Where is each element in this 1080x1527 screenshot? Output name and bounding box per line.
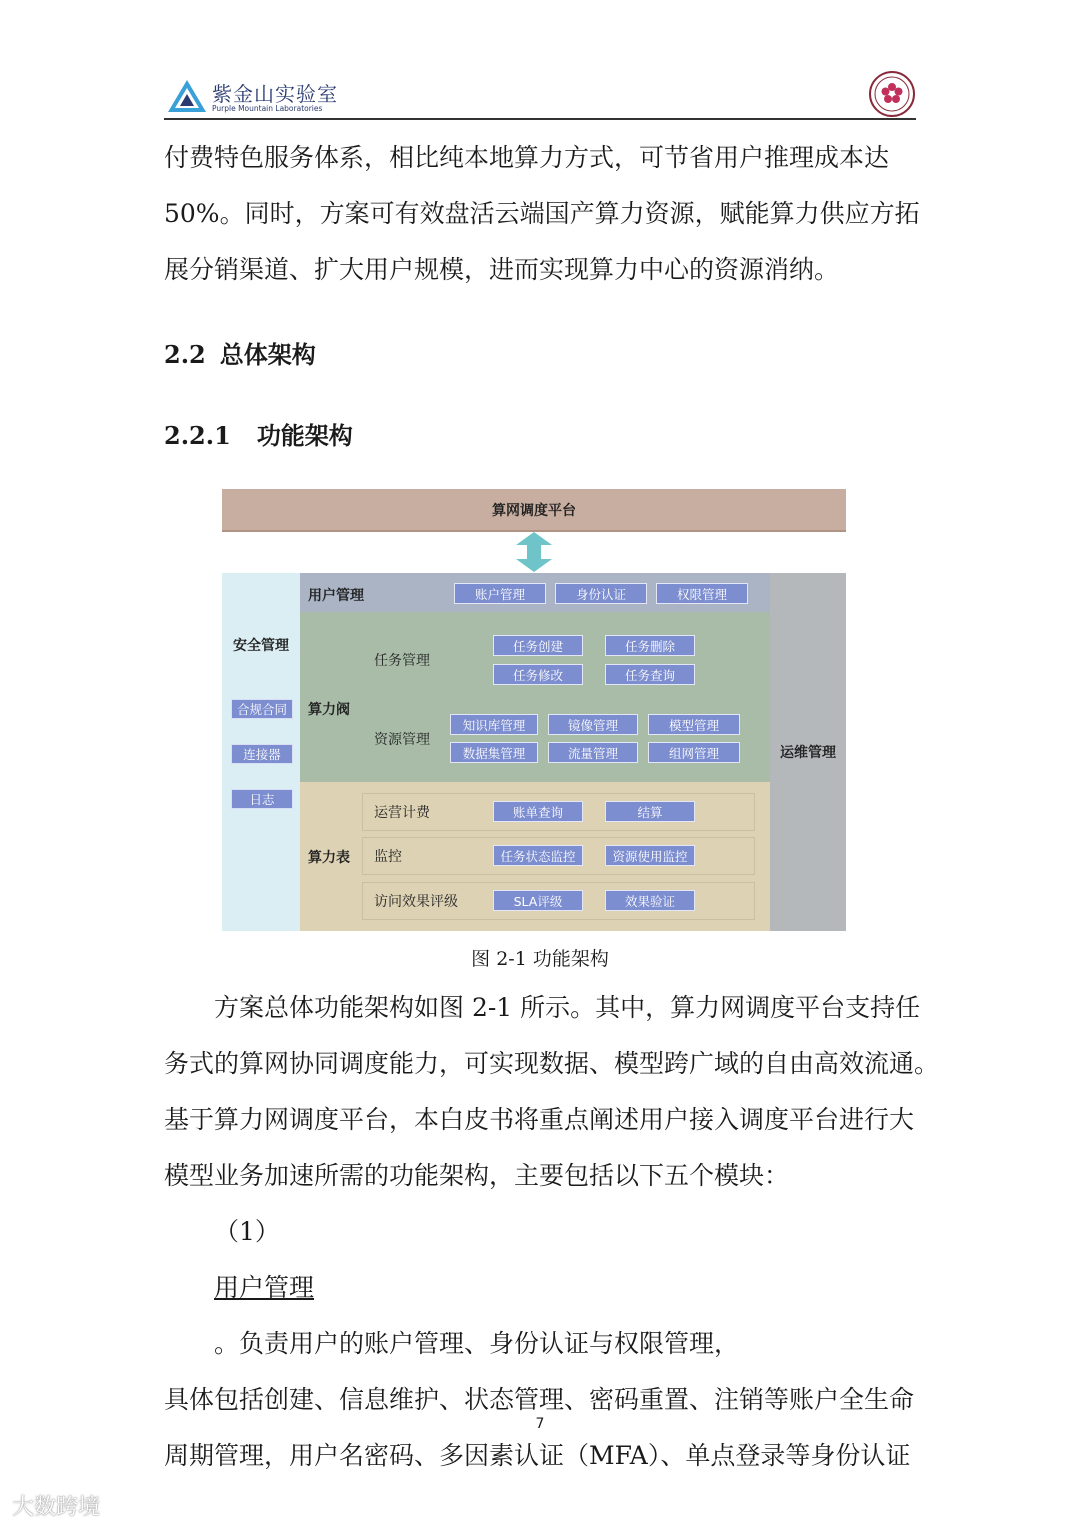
logo-english-text: Purple Mountain Laboratories: [212, 104, 323, 113]
task-mgmt-label: 任务管理: [374, 653, 430, 669]
task-item-delete: 任务删除: [605, 635, 695, 656]
bidirectional-arrow-icon: [514, 531, 554, 573]
scheduling-platform-bar: 算网调度平台: [222, 489, 846, 532]
task-item-create: 任务创建: [493, 635, 583, 656]
text-line: 务式的算网协同调度能力，可实现数据、模型跨广域的自由高效流通。: [164, 1049, 940, 1078]
task-item-query: 任务查询: [605, 664, 695, 685]
watermark: 大数跨境: [12, 1495, 101, 1520]
architecture-diagram: [222, 489, 846, 931]
list-item-text: 。负责用户的账户管理、身份认证与权限管理，: [214, 1329, 740, 1358]
billing-item-bill: 账单查询: [493, 801, 583, 822]
page-header: [164, 68, 916, 118]
monitor-item-resource: 资源使用监控: [605, 845, 695, 866]
billing-label: 运营计费: [374, 805, 430, 821]
subsection-number: 2.2.1: [164, 421, 231, 450]
user-item-auth: 身份认证: [555, 583, 647, 604]
user-item-permission: 权限管理: [656, 583, 748, 604]
res-item-network: 组网管理: [648, 742, 740, 763]
header-rule: [164, 118, 916, 120]
list-item-user-mgmt: [164, 1204, 916, 1372]
subsection-heading: [164, 416, 353, 451]
paragraph-architecture: [164, 980, 940, 1484]
res-item-model: 模型管理: [648, 714, 740, 735]
text-line: 具体包括创建、信息维护、状态管理、密码重置、注销等账户全生命: [164, 1385, 915, 1414]
resource-mgmt-label: 资源管理: [374, 732, 430, 748]
compute-table-title: 算力表: [308, 850, 350, 866]
section-number: 2.2: [164, 340, 206, 369]
res-item-image: 镜像管理: [548, 714, 638, 735]
security-item-connector: 连接器: [231, 744, 293, 764]
billing-item-settle: 结算: [605, 801, 695, 822]
task-item-modify: 任务修改: [493, 664, 583, 685]
text-line: 基于算力网调度平台，本白皮书将重点阐述用户接入调度平台进行大: [164, 1105, 915, 1134]
paragraph-intro: [164, 130, 920, 298]
text-line: 展分销渠道、扩大用户规模，进而实现算力中心的资源消纳。: [164, 255, 840, 284]
res-item-knowledge: 知识库管理: [450, 714, 538, 735]
triangle-logo-icon: [166, 78, 208, 114]
text-line: 付费特色服务体系，相比纯本地算力方式，可节省用户推理成本达: [164, 143, 890, 172]
user-item-account: 账户管理: [454, 583, 546, 604]
text-line: 50%。同时，方案可有效盘活云端国产算力资源，赋能算力供应方拓: [164, 199, 920, 228]
res-item-traffic: 流量管理: [548, 742, 638, 763]
security-item-compliance: 合规合同: [231, 699, 293, 719]
rating-label: 访问效果评级: [374, 894, 458, 910]
pml-logo: [164, 74, 338, 116]
rating-item-verify: 效果验证: [605, 890, 695, 911]
institution-seal-icon: [868, 70, 916, 118]
rating-item-sla: SLA评级: [493, 890, 583, 911]
text-line: 方案总体功能架构如图 2-1 所示。其中，算力网调度平台支持任: [214, 993, 921, 1022]
subsection-title: 功能架构: [256, 421, 353, 450]
compute-valve-title: 算力阀: [308, 702, 350, 718]
list-item-prefix: （1）: [214, 1217, 280, 1246]
logo-chinese-text: 紫金山实验室: [212, 82, 338, 106]
ops-mgmt-column: 运维管理: [770, 573, 846, 931]
page-number: 7: [535, 1416, 545, 1432]
section-title: 总体架构: [219, 340, 316, 369]
figure-caption: 图 2-1 功能架构: [471, 948, 609, 970]
res-item-dataset: 数据集管理: [450, 742, 538, 763]
list-item-term: 用户管理: [214, 1273, 315, 1302]
monitor-item-task: 任务状态监控: [493, 845, 583, 866]
section-heading: [164, 335, 316, 370]
security-title: 安全管理: [233, 638, 289, 654]
text-line: 模型业务加速所需的功能架构，主要包括以下五个模块：: [164, 1161, 790, 1190]
user-mgmt-title: 用户管理: [308, 588, 364, 604]
security-item-log: 日志: [231, 789, 293, 809]
text-line: 周期管理，用户名密码、多因素认证（MFA）、单点登录等身份认证: [164, 1441, 911, 1470]
monitor-label: 监控: [374, 849, 402, 865]
